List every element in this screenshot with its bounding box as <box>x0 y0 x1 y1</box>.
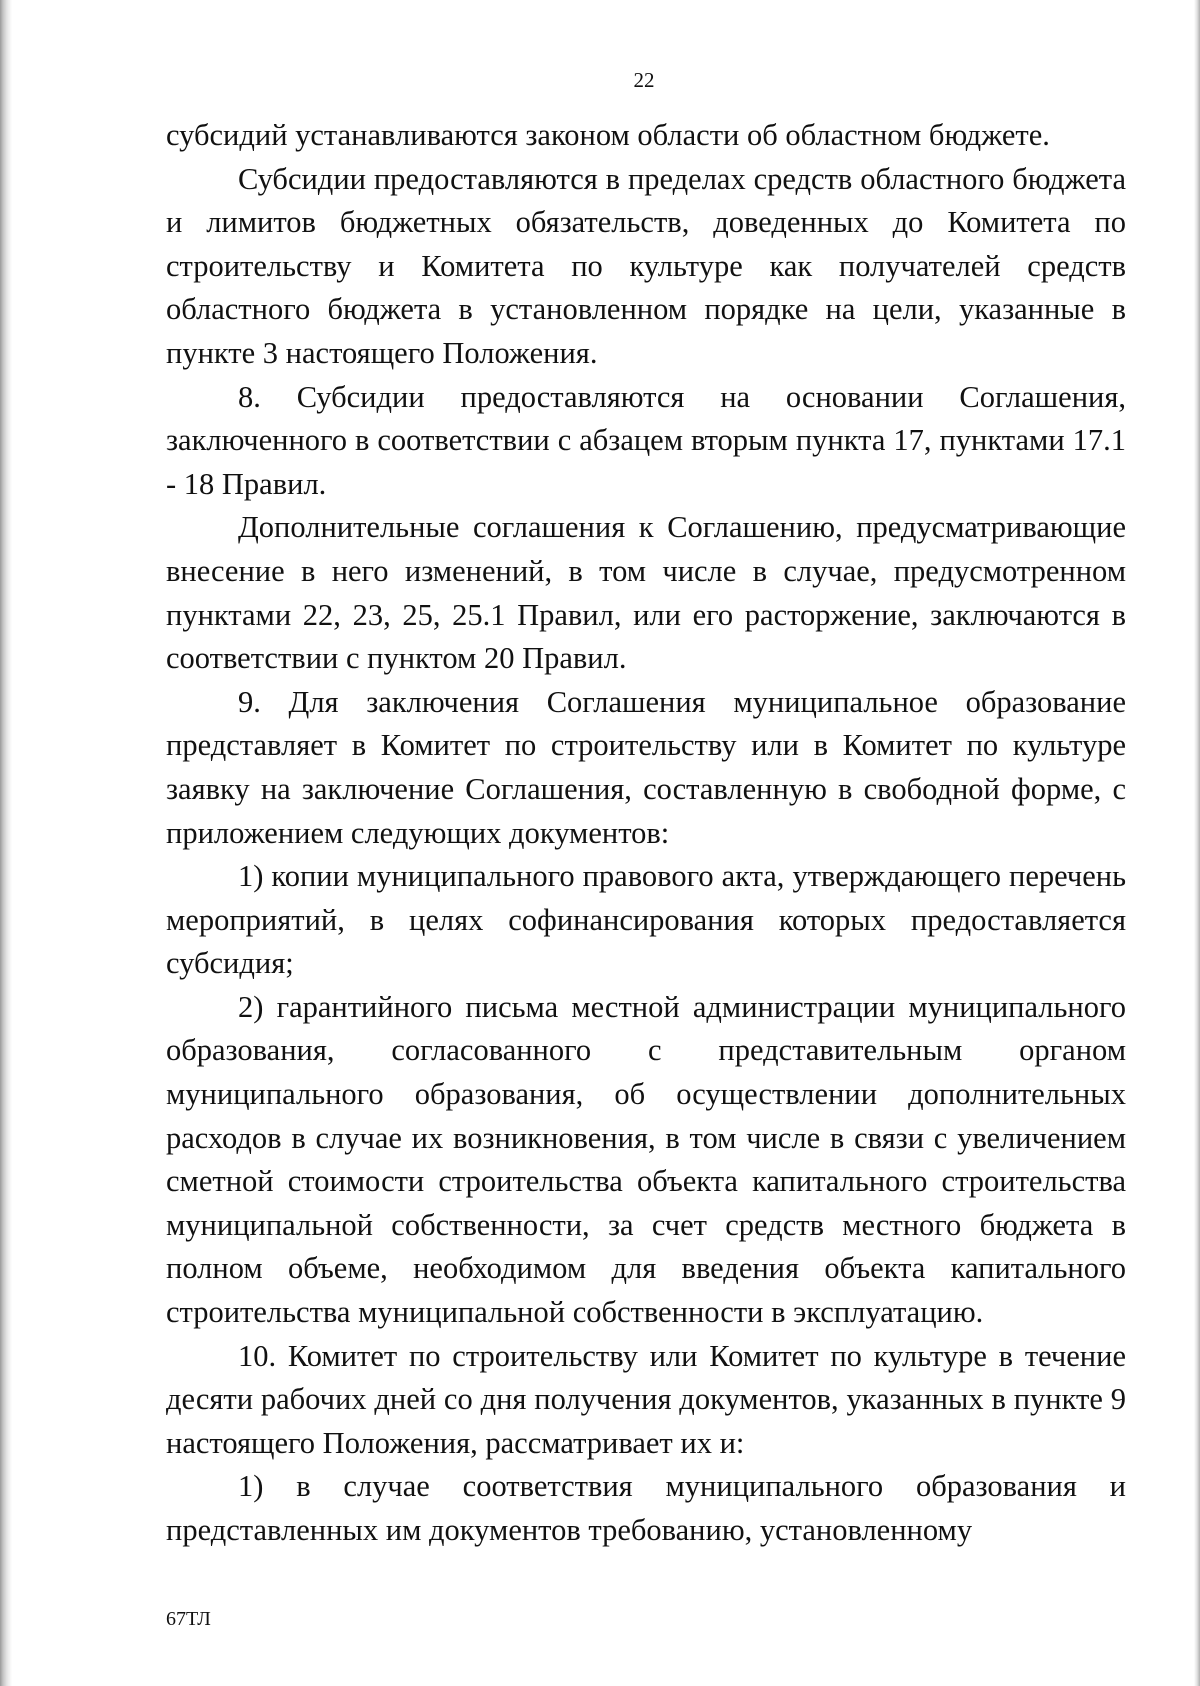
paragraph-item-10: 10. Комитет по строительству или Комитет по культуре в течение десяти рабочих дней со дня получения документов, указанных в пункте 9 настоящего Положения, рассматривает их и: <box>166 1338 1126 1460</box>
footer-document-code: 67ТЛ <box>166 1608 211 1630</box>
paragraph-subsidy-limits: Субсидии предоставляются в пределах средств областного бюджета и лимитов бюджетных обязательств, доведенных до Комитета по строительству и Комитета по культуре как получателей средств областного бюджета в установленном порядке на цели, указанные в пункте 3 настоящего Положения. <box>166 161 1126 370</box>
paragraph-item-10-sub-1: 1) в случае соответствия муниципального образования и представленных им документов требованию, установленному <box>166 1469 1126 1547</box>
document-body <box>166 114 1126 1553</box>
paragraph-additional-agreements: Дополнительные соглашения к Соглашению, предусматривающие внесение в него изменений, в том числе в случае, предусмотренном пунктами 22, 23, 25, 25.1 Правил, или его расторжение, заключаются в соответствии с пунктом 20 Правил. <box>166 510 1126 676</box>
paragraph-continuation: субсидий устанавливаются законом области об областном бюджете. <box>166 118 1050 152</box>
page-number: 22 <box>633 68 655 92</box>
paragraph-item-9-sub-2: 2) гарантийного письма местной администрации муниципального образования, согласованного с представительным органом муниципального образования, об осуществлении дополнительных расходов в случае их возникновения, в том числе в связи с увеличением сметной стоимости строительства объекта капитального строительства муниципальной собственности, за счет средств местного бюджета в полном объеме, необходимом для введения объекта капитального строительства муниципальной собственности в эксплуатацию. <box>166 989 1126 1330</box>
paragraph-item-9-sub-1: 1) копии муниципального правового акта, утверждающего перечень мероприятий, в целях софинансирования которых предоставляется субсидия; <box>166 859 1126 981</box>
paragraph-item-9: 9. Для заключения Соглашения муниципальное образование представляет в Комитет по строительству или в Комитет по культуре заявку на заключение Соглашения, составленную в свободной форме, с приложением следующих документов: <box>166 684 1126 850</box>
paragraph-item-8: 8. Субсидии предоставляются на основании Соглашения, заключенного в соответствии с абзацем вторым пункта 17, пунктами 17.1 - 18 Правил. <box>166 379 1126 501</box>
